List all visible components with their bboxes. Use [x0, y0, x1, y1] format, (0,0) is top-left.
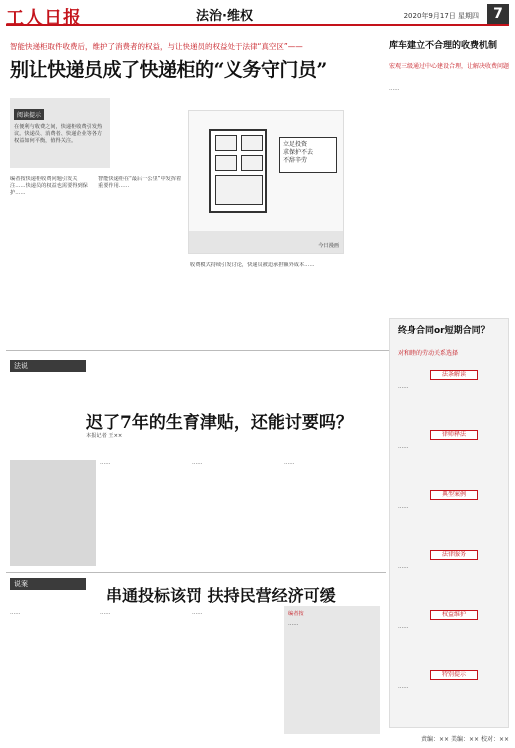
top-col-2: 智能快递柜在“最后一公里”中发挥着重要作用…… — [98, 176, 182, 189]
right-block-2: …… — [398, 444, 409, 450]
section-title: 法治·维权 — [196, 9, 253, 24]
mid-label-box — [10, 360, 86, 372]
mid-photo — [10, 460, 96, 566]
bottom-col-3: …… — [192, 610, 203, 616]
speech-bubble — [279, 137, 337, 173]
locker-icon — [209, 129, 267, 213]
illus-caption: 今日漫画 — [318, 243, 339, 249]
mid-byline: 本报记者 王×× — [86, 433, 123, 439]
tag-5: 权益维护 — [430, 610, 478, 620]
top-kicker: 智能快递柜取件收费后，维护了消费者的权益，与让快递员的权益处于法律“真空区”—— — [10, 42, 303, 51]
top-col-3: 收费模式持续引发讨论，快递员被迫承担额外成本…… — [190, 262, 315, 268]
cartoon-illustration — [188, 110, 344, 254]
bottom-note: 编者按 — [288, 611, 304, 617]
mid-col-2: …… — [192, 460, 203, 466]
page-footer: 责编：×× 美编：×× 校对：×× — [421, 736, 509, 743]
top-headline: 别让快递员成了快递柜的“义务守门员” — [10, 59, 327, 81]
right-top-body: …… — [389, 86, 400, 92]
bubble-line-3: 不辞辛劳 — [283, 157, 308, 164]
bottom-label: 说案 — [14, 580, 28, 588]
top-col-1: 编者按快递柜收费问题引发关注……快递员的权益也需要得到保护…… — [10, 176, 88, 196]
right-block-3: …… — [398, 504, 409, 510]
tag-1: 法条解读 — [430, 370, 478, 380]
right-top-sub: 宏观三级通过中心建设合理，让解决收费问题 — [389, 63, 510, 70]
tag-3: 典型案例 — [430, 490, 478, 500]
right-block-6: …… — [398, 684, 409, 690]
bubble-line-1: 立足投资 — [283, 141, 308, 148]
mid-col-3: …… — [284, 460, 295, 466]
masthead — [6, 4, 509, 29]
divider-2 — [6, 572, 386, 573]
tag-6: 特别提示 — [430, 670, 478, 680]
mid-label: 法说 — [14, 362, 28, 370]
reading-note-label: 阅读提示 — [14, 109, 44, 120]
issue-date: 2020年9月17日 星期四 — [403, 12, 479, 20]
tag-2: 律师释法 — [430, 430, 478, 440]
right-top-title: 库车建立不合理的收费机制 — [389, 41, 498, 51]
reading-note-box — [10, 98, 110, 168]
tag-4: 法律服务 — [430, 550, 478, 560]
right-block-5: …… — [398, 624, 409, 630]
reading-note-text: 在便利与收费之间，快递柜收费引发热议。快递员、消费者、快递企业等各方权益如何平衡，值得关注。 — [14, 124, 103, 144]
page-number: 7 — [487, 4, 509, 24]
bubble-line-2: 求保护不去 — [283, 149, 314, 156]
bottom-col-1: …… — [10, 610, 21, 616]
right-block-4: …… — [398, 564, 409, 570]
newspaper-logo: 工人日报 — [6, 8, 82, 29]
right-sidebar-subtitle: 对和睦的劳动关系选择 — [398, 350, 459, 357]
bottom-label-box — [10, 578, 86, 590]
right-sidebar-title: 终身合同or短期合同？ — [398, 326, 490, 336]
bottom-col-2: …… — [100, 610, 111, 616]
bottom-headline: 串通投标该罚 扶持民营经济可缓 — [106, 586, 336, 605]
mid-col-1: …… — [100, 460, 111, 466]
mid-headline: 迟了7年的生育津贴，还能讨要吗？ — [86, 413, 353, 433]
right-block-1: …… — [398, 384, 409, 390]
bottom-note-box: 编者按 …… — [284, 606, 380, 734]
